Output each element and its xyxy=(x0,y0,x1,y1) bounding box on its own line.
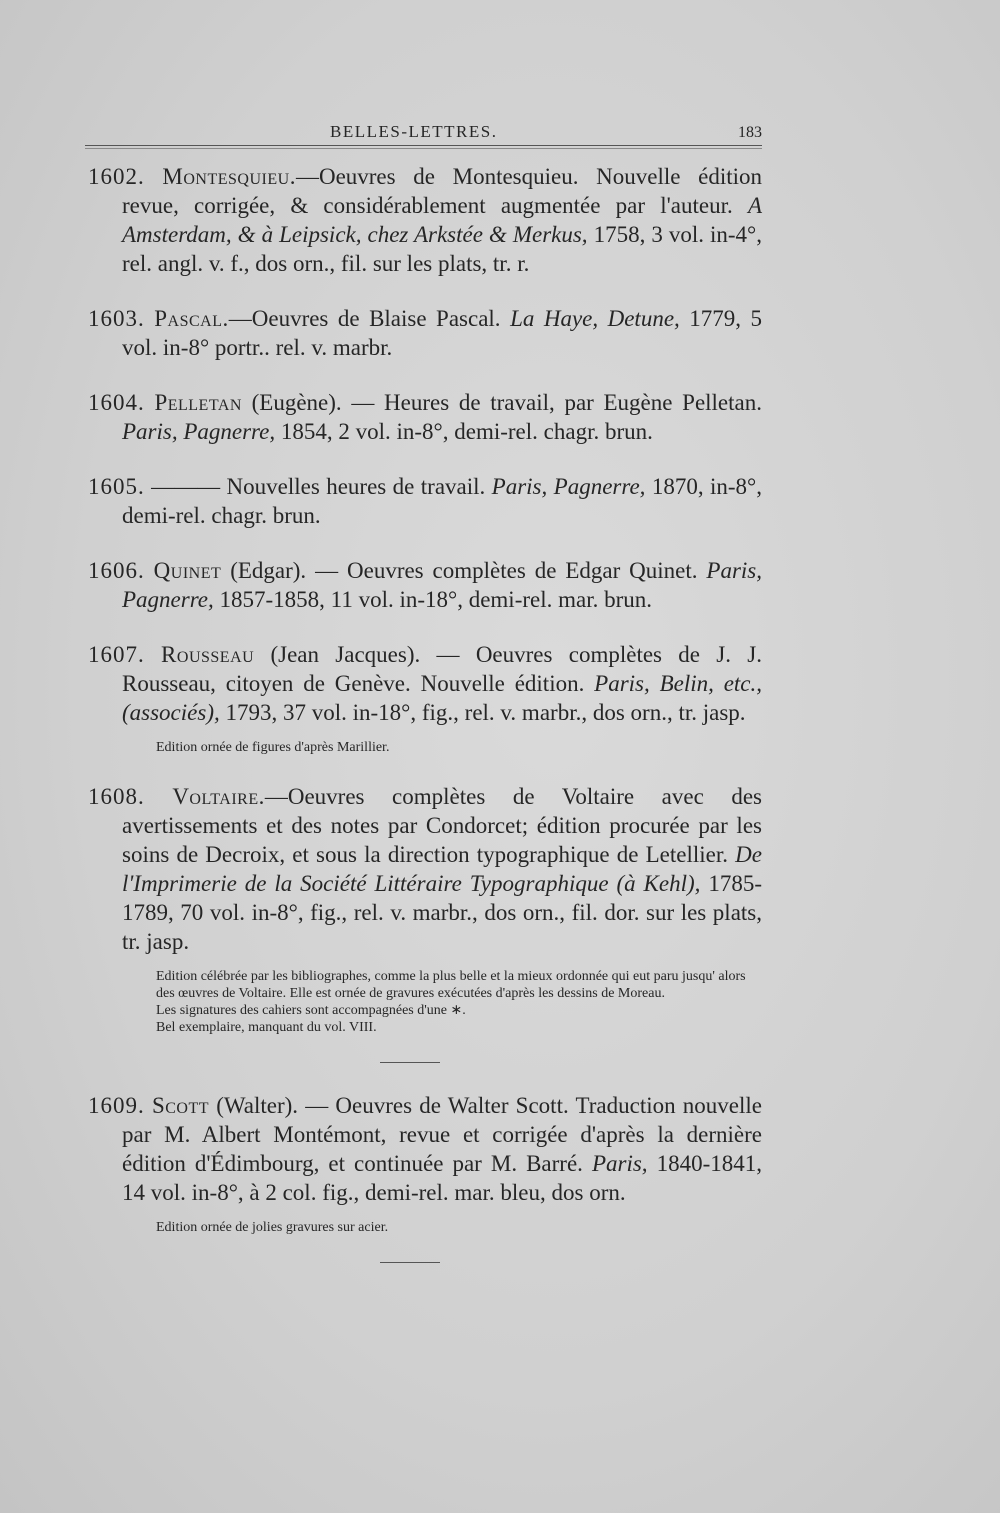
entry-text: ——— Nouvelles heures de travail. xyxy=(144,474,492,499)
entry-author: Montesquieu. xyxy=(162,164,296,189)
entry-imprint: A Amsterdam, & à Leipsick, chez Arkstée & Merkus, xyxy=(122,193,762,247)
entry-1606 xyxy=(88,556,762,614)
entry-imprint: La Haye, Detune, xyxy=(510,306,680,331)
entry-1605 xyxy=(88,472,762,530)
running-title: BELLES-LETTRES. xyxy=(330,122,498,141)
running-head xyxy=(85,118,762,150)
end-divider xyxy=(380,1262,440,1263)
note-1608 xyxy=(88,968,762,1036)
note-line: Edition célébrée par les bibliographes, comme la plus belle et la mieux ordonnée qui eut paru jusqu' alors des œuvres de Voltaire. Elle est ornée de gravures exécutées d'après les dessins de Moreau. xyxy=(156,969,746,1001)
entry-imprint: Paris, Pagnerre, xyxy=(491,474,646,499)
entry-1609 xyxy=(88,1091,762,1207)
note-line: Bel exemplaire, manquant du vol. VIII. xyxy=(156,1020,377,1035)
entry-author: Pascal. xyxy=(154,306,229,331)
entry-rest: 1840-1841, 14 vol. in-8°, à 2 col. fig., demi-rel. mar. bleu, dos orn. xyxy=(122,1151,762,1205)
entry-rest: 1758, 3 vol. in-4°, rel. angl. v. f., dos orn., fil. sur les plats, tr. r. xyxy=(122,222,762,276)
entry-number: 1604. xyxy=(88,390,145,415)
entry-1602 xyxy=(88,162,762,278)
entry-imprint: De l'Imprimerie de la Société Littéraire Typographique (à Kehl), xyxy=(122,842,762,896)
entry-author: Quinet xyxy=(153,558,222,583)
note-line: Les signatures des cahiers sont accompagnées d'une ∗. xyxy=(156,1003,466,1018)
entry-rest: 1870, in-8°, demi-rel. chagr. brun. xyxy=(122,474,762,528)
header-rule-secondary xyxy=(85,148,762,149)
entry-rest: 1793, 37 vol. in-18°, fig., rel. v. marbr., dos orn., tr. jasp. xyxy=(219,700,746,725)
header-rule xyxy=(85,145,762,146)
section-divider xyxy=(380,1062,440,1063)
entry-imprint: Paris, xyxy=(591,1151,648,1176)
note-1607 xyxy=(88,739,762,756)
entry-rest: 1857-1858, 11 vol. in-18°, demi-rel. mar. brun. xyxy=(213,587,653,612)
entry-number: 1605. xyxy=(88,474,145,499)
catalogue-entries xyxy=(88,162,762,1291)
entry-rest: 1785-1789, 70 vol. in-8°, fig., rel. v. marbr., dos orn., fil. dor. sur les plats, tr. jasp. xyxy=(122,871,762,954)
entry-text: (Walter). — Oeuvres de Walter Scott. Traduction nouvelle par M. Albert Montémont, revue et corrigée d'après la dernière édition d'Édimbourg, et continuée par M. Barré. xyxy=(122,1093,762,1176)
entry-text: (Edgar). — Oeuvres complètes de Edgar Quinet. xyxy=(221,558,707,583)
entry-imprint: Paris, Belin, etc., (associés), xyxy=(122,671,762,725)
entry-number: 1602. xyxy=(88,164,145,189)
entry-number: 1607. xyxy=(88,642,145,667)
entry-number: 1606. xyxy=(88,558,145,583)
entry-imprint: Paris, Pagnerre, xyxy=(122,419,276,444)
entry-text: (Jean Jacques). — Oeuvres complètes de J. J. Rousseau, citoyen de Genève. Nouvelle édition. xyxy=(122,642,762,696)
entry-number: 1603. xyxy=(88,306,145,331)
note-1609 xyxy=(88,1219,762,1236)
entry-text: —Oeuvres de Blaise Pascal. xyxy=(228,306,511,331)
note-line: Edition ornée de figures d'après Marillier. xyxy=(156,740,390,755)
entry-text: (Eugène). — Heures de travail, par Eugène Pelletan. xyxy=(241,390,762,415)
entry-rest: 1854, 2 vol. in-8°, demi-rel. chagr. brun. xyxy=(275,419,653,444)
entry-author: Pelletan xyxy=(154,390,242,415)
entry-author: Rousseau xyxy=(161,642,255,667)
entry-1604 xyxy=(88,388,762,446)
entry-1607 xyxy=(88,640,762,727)
entry-author: Voltaire. xyxy=(172,784,265,809)
entry-number: 1608. xyxy=(88,784,145,809)
entry-number: 1609. xyxy=(88,1093,145,1118)
entry-text: —Oeuvres de Montesquieu. Nouvelle édition revue, corrigée, & considérablement augmentée par l'auteur. xyxy=(122,164,762,218)
page-number: 183 xyxy=(738,124,762,141)
entry-rest: 1779, 5 vol. in-8° portr.. rel. v. marbr. xyxy=(122,306,763,360)
entry-author: Scott xyxy=(151,1093,210,1118)
entry-1608 xyxy=(88,782,762,956)
note-line: Edition ornée de jolies gravures sur acier. xyxy=(156,1220,389,1235)
entry-text: —Oeuvres complètes de Voltaire avec des avertissements et des notes par Condorcet; édition procurée par les soins de Decroix, et sous la direction typographique de Letellier. xyxy=(122,784,762,867)
entry-1603 xyxy=(88,304,762,362)
entry-imprint: Paris, Pagnerre, xyxy=(122,558,763,612)
